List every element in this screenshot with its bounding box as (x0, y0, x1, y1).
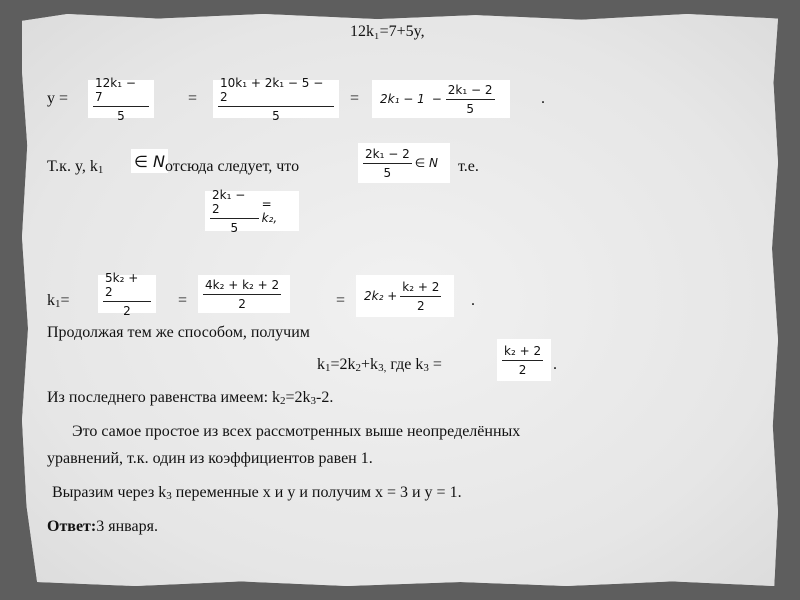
k1-k2-k3-relation: k1=2k2+k3, где k3 = (317, 356, 442, 374)
fraction-3 (372, 80, 510, 118)
answer-label: Ответ: (47, 518, 97, 535)
fraction-1-denominator: 5 (117, 108, 125, 123)
k3-fraction (497, 339, 551, 381)
k2-fraction-numerator: 2k₁ − 2 (210, 188, 259, 219)
paragraph-line-2: уравнений, т.к. один из коэффициентов равен 1. (47, 450, 373, 467)
answer-text: 3 января. (96, 518, 158, 535)
k1-fraction-1-denominator: 2 (123, 303, 131, 318)
k3-fraction-denominator: 2 (518, 362, 527, 377)
k2-fraction-denominator: 5 (230, 220, 239, 235)
equation-line-1: 12k₁=7+5y, (350, 23, 425, 40)
continuation-text: Продолжая тем же способом, получим (47, 324, 310, 341)
k1-fraction-3 (356, 275, 454, 317)
line-end-period: . (471, 292, 475, 309)
fraction-3-numerator: 2k₁ − 2 (446, 83, 495, 100)
fraction-1 (88, 75, 154, 123)
equals-sign: = (336, 292, 346, 309)
k1-fraction-2-denominator: 2 (238, 296, 246, 311)
equals-sign: = (188, 90, 198, 107)
fraction-3-prefix: 2k₁ − 1 (380, 92, 425, 106)
k1-fraction-2 (198, 275, 290, 313)
condition-text (47, 158, 103, 176)
fraction-1-numerator: 12k₁ − 7 (93, 76, 149, 107)
answer-line (47, 518, 158, 536)
k1-fraction-3-prefix: 2k₂ + (364, 289, 398, 303)
condition-text-2: отсюда следует, что (165, 158, 300, 175)
k2-definition (205, 187, 299, 235)
k1-prefix: k1= (47, 292, 70, 310)
k2-k3-relation: Из последнего равенства имеем: k2=2k3-2. (47, 389, 334, 407)
subscript: 1 (55, 298, 61, 310)
fraction-3-denominator: 5 (466, 101, 474, 116)
k3-fraction-numerator: k₂ + 2 (502, 344, 543, 361)
condition-fraction-numerator: 2k₁ − 2 (363, 147, 412, 164)
line-end-period: . (541, 90, 545, 107)
expression-text: Выразим через k3 переменные x и y и получим x = 3 и y = 1. (52, 484, 462, 502)
equals-sign: = (60, 292, 70, 309)
k1-fraction-3-numerator: k₂ + 2 (400, 280, 441, 297)
in-naturals-box: ∈ N (131, 149, 168, 173)
subscript: 1 (97, 164, 104, 176)
y-prefix: y = (47, 90, 69, 107)
condition-prefix: Т.к. y, k (47, 158, 98, 175)
condition-te: т.е. (458, 158, 479, 175)
fraction-2 (213, 75, 339, 123)
k2-suffix: = k₂, (261, 197, 278, 225)
equals-sign: = (350, 90, 360, 107)
minus-sign: − (431, 92, 442, 106)
k1-fraction-1-numerator: 5k₂ + 2 (103, 271, 151, 302)
fraction-2-numerator: 10k₁ + 2k₁ − 5 − 2 (218, 76, 334, 107)
condition-fraction (358, 143, 450, 183)
k1-fraction-1 (98, 270, 156, 318)
line-end-period: . (553, 356, 557, 373)
fraction-2-denominator: 5 (272, 108, 280, 123)
condition-fraction-denominator: 5 (383, 165, 392, 180)
k1-fraction-3-denominator: 2 (416, 298, 425, 313)
condition-fraction-suffix: ∈ N (414, 156, 438, 170)
k1-fraction-2-numerator: 4k₂ + k₂ + 2 (203, 278, 281, 295)
paragraph-line-1: Это самое простое из всех рассмотренных выше неопределённых (72, 423, 521, 440)
equals-sign: = (178, 292, 188, 309)
